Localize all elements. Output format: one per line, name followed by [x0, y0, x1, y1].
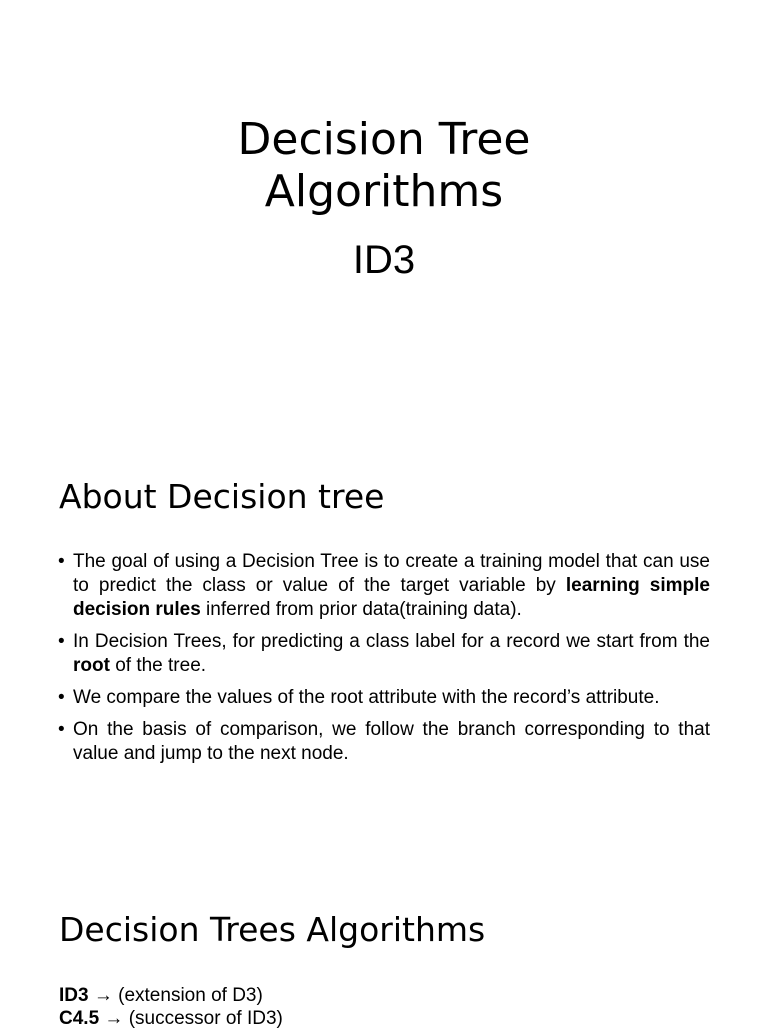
bullet-text: The goal of using a Decision Tree is to create a training model that can use to predict the class or value of the target variable by — [73, 551, 710, 596]
bullet-text: of the tree. — [109, 655, 207, 676]
bullet-text: inferred from prior data(training data). — [200, 599, 522, 620]
slide-title-line2: Algorithms — [264, 166, 504, 217]
slide-title-line1: Decision Tree — [237, 114, 531, 165]
algorithm-item — [59, 984, 263, 1008]
bullet-dot: • — [58, 719, 65, 740]
slide-subtitle: ID3 — [352, 238, 416, 282]
bullet-item — [58, 718, 710, 766]
algorithms-heading: Decision Trees Algorithms — [59, 910, 486, 949]
about-slide — [0, 432, 768, 864]
bullet-bold-text: root — [73, 655, 110, 676]
about-heading: About Decision tree — [59, 477, 385, 516]
bullet-text: In Decision Trees, for predicting a class label for a record we start from the — [73, 631, 710, 652]
bullet-dot: • — [58, 687, 65, 708]
bullet-text: We compare the values of the root attribute with the record’s attribute. — [73, 687, 660, 708]
bullet-text: On the basis of comparison, we follow the branch corresponding to that value and jump to the next node. — [73, 719, 710, 764]
bullet-item — [58, 630, 710, 678]
algorithm-description: → (extension of D3) — [88, 985, 263, 1006]
slide-title — [0, 114, 768, 218]
about-bullet-list — [58, 550, 710, 774]
bullet-bold-text: learning simple decision rules — [73, 575, 711, 620]
algorithms-slide — [0, 864, 768, 1029]
bullet-item — [58, 686, 710, 710]
algorithm-name: ID3 — [59, 985, 89, 1006]
algorithm-item — [59, 1007, 283, 1031]
algorithm-name: C4.5 — [59, 1008, 100, 1029]
title-slide — [0, 0, 768, 432]
bullet-item — [58, 550, 710, 622]
bullet-dot: • — [58, 551, 65, 572]
algorithm-description: → (successor of ID3) — [99, 1008, 283, 1029]
bullet-dot: • — [58, 631, 65, 652]
